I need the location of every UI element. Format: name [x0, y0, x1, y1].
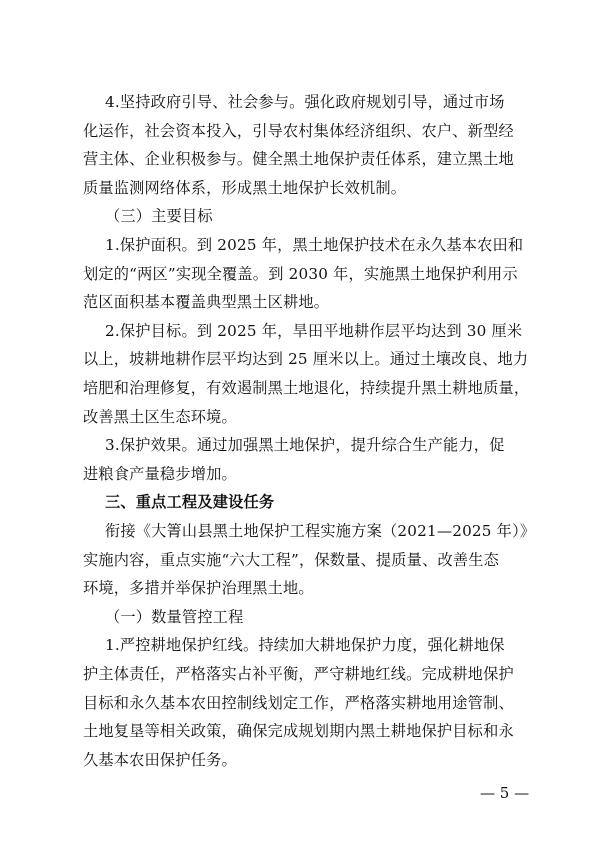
paragraph-line: 1.严控耕地保护红线。持续加大耕地保护力度，强化耕地保 — [105, 636, 505, 655]
paragraph-line: 以上，坡耕地耕作层平均达到 25 厘米以上。通过土壤改良、地力 — [83, 350, 529, 369]
section-heading: （三）主要目标 — [105, 207, 213, 226]
paragraph-line: 衔接《大箐山县黑土地保护工程实施方案（2021—2025 年）》 — [105, 522, 536, 540]
paragraph-line: 划定的“两区”实现全覆盖。到 2030 年，实施黑土地保护利用示 — [83, 264, 518, 283]
paragraph-line: 进粮食产量稳步增加。 — [83, 464, 237, 483]
paragraph-line: 培肥和治理修复，有效遏制黑土地退化，持续提升黑土耕地质量， — [83, 379, 530, 397]
paragraph-line: 改善黑土区生态环境。 — [83, 407, 237, 426]
paragraph-line: 3.保护效果。通过加强黑土地保护，提升综合生产能力，促 — [105, 436, 505, 455]
paragraph-line: 2.保护目标。到 2025 年，旱田平地耕作层平均达到 30 厘米 — [105, 321, 523, 340]
paragraph-line: 护主体责任，严格落实占补平衡，严守耕地红线。完成耕地保护 — [83, 665, 514, 683]
paragraph-line: 质量监测网络体系，形成黑土地保护长效机制。 — [83, 178, 407, 197]
paragraph-line: 范区面积基本覆盖典型黑土区耕地。 — [83, 293, 330, 312]
paragraph-line: 土地复垦等相关政策，确保完成规划期内黑土耕地保护目标和永 — [83, 722, 514, 741]
paragraph-line: 环境，多措并举保护治理黑土地。 — [83, 579, 314, 598]
paragraph-line: 1.保护面积。到 2025 年，黑土地保护技术在永久基本农田和 — [105, 236, 524, 254]
paragraph-line: 化运作，社会资本投入，引导农村集体经济组织、农户、新型经 — [83, 121, 514, 140]
paragraph-line: 实施内容，重点实施“六大工程”，保数量、提质量、改善生态 — [83, 550, 500, 569]
paragraph-line: 目标和永久基本农田控制线划定工作，严格落实耕地用途管制、 — [83, 693, 514, 712]
page-number: — 5 — — [480, 784, 530, 802]
paragraph-line: 4.坚持政府引导、社会参与。强化政府规划引导，通过市场 — [105, 93, 505, 111]
section-heading: （一）数量管控工程 — [105, 607, 244, 626]
paragraph-line: 营主体、企业积极参与。健全黑土地保护责任体系，建立黑土地 — [83, 150, 514, 169]
chapter-heading: 三、重点工程及建设任务 — [105, 493, 275, 512]
paragraph-line: 久基本农田保护任务。 — [83, 750, 237, 769]
